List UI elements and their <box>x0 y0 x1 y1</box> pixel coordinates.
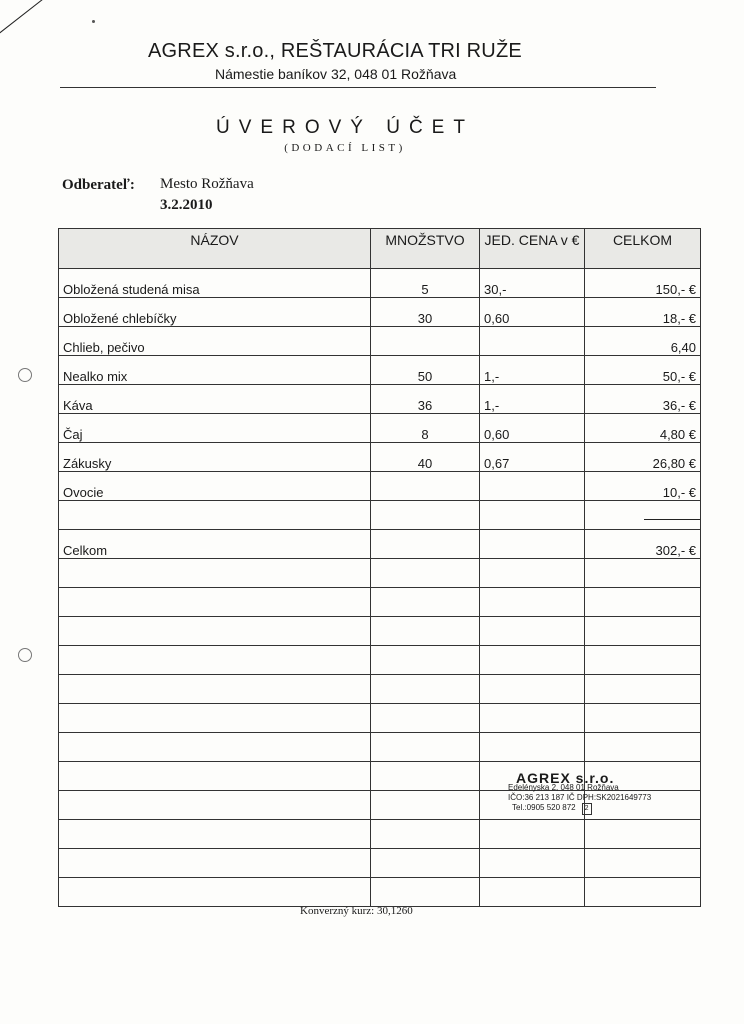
item-name: Ovocie <box>59 472 371 501</box>
item-unit-price <box>480 472 585 501</box>
item-unit-price <box>480 327 585 356</box>
table-row <box>59 327 701 356</box>
stamp-phone: Tel.:0905 520 872 <box>512 803 576 812</box>
table-row <box>59 385 701 414</box>
item-quantity <box>371 472 480 501</box>
company-address: Námestie baníkov 32, 048 01 Rožňava <box>215 66 457 82</box>
table-total-row <box>59 530 701 559</box>
item-total: 10,- € <box>585 472 701 501</box>
table-row-empty <box>59 820 701 849</box>
item-quantity: 30 <box>371 298 480 327</box>
company-name: AGREX s.r.o., REŠTAURÁCIA TRI RUŽE <box>148 40 522 62</box>
item-name: Káva <box>59 385 371 414</box>
header-total: CELKOM <box>585 229 701 269</box>
document-date: 3.2.2010 <box>160 197 213 213</box>
item-name: Zákusky <box>59 443 371 472</box>
item-name: Chlieb, pečivo <box>59 327 371 356</box>
item-name: Nealko mix <box>59 356 371 385</box>
table-row-empty <box>59 588 701 617</box>
item-unit-price: 0,60 <box>480 414 585 443</box>
item-total: 18,- € <box>585 298 701 327</box>
item-name: Čaj <box>59 414 371 443</box>
item-unit-price: 1,- <box>480 385 585 414</box>
item-total: 36,- € <box>585 385 701 414</box>
customer-name: Mesto Rožňava <box>160 176 254 192</box>
stamp-company-name: AGREX s.r.o. <box>516 770 615 786</box>
table-row-empty <box>59 559 701 588</box>
item-quantity: 8 <box>371 414 480 443</box>
total-label: Celkom <box>59 530 371 559</box>
table-row-empty <box>59 733 701 762</box>
item-quantity: 5 <box>371 269 480 298</box>
item-quantity <box>371 327 480 356</box>
punch-hole-mark <box>18 648 32 662</box>
table-row <box>59 443 701 472</box>
stamp-address: Edelényska 2, 048 01 Rožňava <box>508 783 619 792</box>
company-stamp <box>508 770 658 815</box>
stamp-box-number: 2 <box>582 803 592 815</box>
table-row <box>59 472 701 501</box>
table-row <box>59 269 701 298</box>
header-name: NÁZOV <box>59 229 371 269</box>
header-quantity: MNOŽSTVO <box>371 229 480 269</box>
table-row-empty <box>59 617 701 646</box>
stamp-ids: IČO:36 213 187 IČ DPH:SK2021649773 <box>508 793 652 802</box>
sum-underline <box>644 519 701 520</box>
table-row-empty <box>59 501 701 530</box>
item-unit-price: 1,- <box>480 356 585 385</box>
table-header-row <box>59 229 701 269</box>
corner-scan-line <box>0 0 77 41</box>
table-row-empty <box>59 646 701 675</box>
table-row-empty <box>59 878 701 907</box>
table-row <box>59 298 701 327</box>
item-total: 4,80 € <box>585 414 701 443</box>
exchange-rate: Konverzný kurz: 30,1260 <box>300 905 413 917</box>
item-total: 6,40 <box>585 327 701 356</box>
item-quantity: 40 <box>371 443 480 472</box>
item-unit-price: 0,67 <box>480 443 585 472</box>
item-quantity: 50 <box>371 356 480 385</box>
item-total: 50,- € <box>585 356 701 385</box>
punch-hole-mark <box>18 368 32 382</box>
table-row-empty <box>59 704 701 733</box>
table-row <box>59 414 701 443</box>
table-row <box>59 356 701 385</box>
item-unit-price: 0,60 <box>480 298 585 327</box>
item-unit-price: 30,- <box>480 269 585 298</box>
item-quantity: 36 <box>371 385 480 414</box>
header-divider <box>60 87 656 88</box>
customer-label: Odberateľ: <box>62 177 135 193</box>
item-total: 26,80 € <box>585 443 701 472</box>
total-value: 302,- € <box>585 530 701 559</box>
item-total: 150,- € <box>585 269 701 298</box>
table-row-empty <box>59 849 701 878</box>
item-name: Obložené chlebíčky <box>59 298 371 327</box>
item-name: Obložená studená misa <box>59 269 371 298</box>
document-subtitle: (DODACÍ LIST) <box>284 142 406 154</box>
table-row-empty <box>59 675 701 704</box>
scan-dot <box>92 20 95 23</box>
document-title: ÚVEROVÝ ÚČET <box>216 117 474 138</box>
header-unit-price: JED. CENA v € <box>480 229 585 269</box>
